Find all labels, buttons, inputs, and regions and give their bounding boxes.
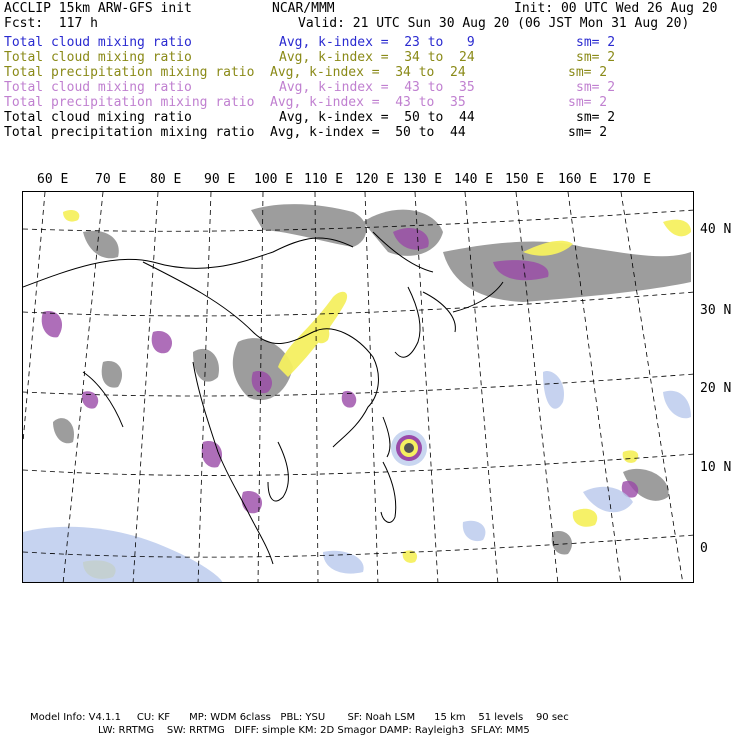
lon-label: 110 E: [304, 172, 344, 187]
lon-label: 120 E: [355, 172, 395, 187]
legend-avg: Avg, k-index = 34 to 24: [279, 50, 475, 65]
legend-sm: sm= 2: [568, 95, 608, 110]
legend-sm: sm= 2: [576, 50, 616, 65]
legend-name: Total cloud mixing ratio: [4, 80, 192, 95]
cloud-field-blue: [23, 371, 691, 583]
legend-name: Total cloud mixing ratio: [4, 50, 192, 65]
legend-avg: Avg, k-index = 43 to 35: [279, 80, 475, 95]
lon-label: 150 E: [505, 172, 545, 187]
lon-label: 70 E: [95, 172, 127, 187]
lat-label: 20 N: [700, 381, 732, 396]
legend-avg: Avg, k-index = 23 to 9: [279, 35, 475, 50]
institution-label: NCAR/MMM: [272, 1, 335, 16]
lat-label: 40 N: [700, 222, 732, 237]
lon-label: 100 E: [254, 172, 294, 187]
legend-sm: sm= 2: [568, 65, 608, 80]
forecast-map: [22, 191, 694, 583]
legend-sm: sm= 2: [576, 110, 616, 125]
map-canvas: [23, 192, 694, 583]
init-time: Init: 00 UTC Wed 26 Aug 20: [514, 1, 718, 16]
legend-name: Total cloud mixing ratio: [4, 35, 192, 50]
legend-avg: Avg, k-index = 43 to 35: [270, 95, 466, 110]
legend-avg: Avg, k-index = 50 to 44: [270, 125, 466, 140]
valid-time: Valid: 21 UTC Sun 30 Aug 20 (06 JST Mon 31 Aug 20): [298, 16, 690, 31]
lat-label: 0: [700, 541, 708, 556]
lon-label: 160 E: [558, 172, 598, 187]
legend-name: Total cloud mixing ratio: [4, 110, 192, 125]
lon-label: 130 E: [403, 172, 443, 187]
legend-avg: Avg, k-index = 50 to 44: [279, 110, 475, 125]
lat-label: 10 N: [700, 460, 732, 475]
model-info-line2: LW: RRTMG SW: RRTMG DIFF: simple KM: 2D Smagor DAMP: Rayleigh3 SFLAY: MM5: [98, 725, 530, 736]
lon-label: 140 E: [454, 172, 494, 187]
legend-sm: sm= 2: [576, 80, 616, 95]
lat-label: 30 N: [700, 303, 732, 318]
model-title: ACCLIP 15km ARW-GFS init: [4, 1, 192, 16]
lon-label: 170 E: [612, 172, 652, 187]
forecast-hour: Fcst: 117 h: [4, 16, 98, 31]
legend-name: Total precipitation mixing ratio: [4, 95, 255, 110]
lon-label: 80 E: [150, 172, 182, 187]
legend-sm: sm= 2: [568, 125, 608, 140]
legend-name: Total precipitation mixing ratio: [4, 65, 255, 80]
lon-label: 60 E: [37, 172, 69, 187]
model-info-line1: Model Info: V4.1.1 CU: KF MP: WDM 6class PBL: YSU SF: Noah LSM 15 km 51 levels 90 sec: [30, 712, 569, 723]
legend-avg: Avg, k-index = 34 to 24: [270, 65, 466, 80]
lon-label: 90 E: [204, 172, 236, 187]
typhoon-feature: [391, 430, 427, 466]
legend-name: Total precipitation mixing ratio: [4, 125, 255, 140]
legend-sm: sm= 2: [576, 35, 616, 50]
